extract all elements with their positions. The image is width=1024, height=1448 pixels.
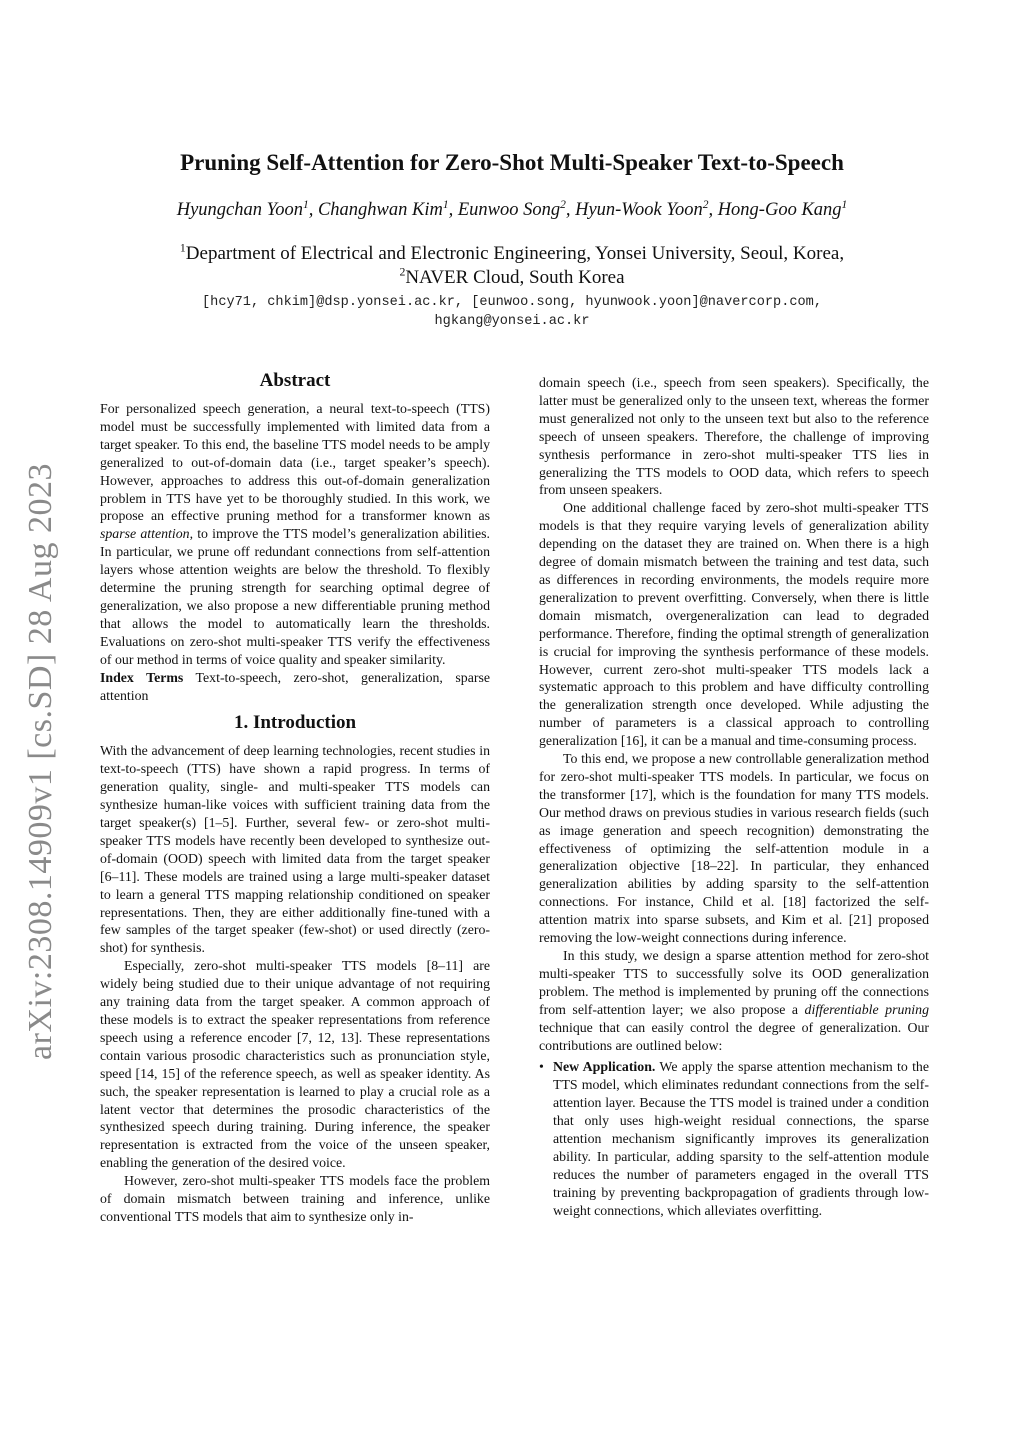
author-affiliation-mark: 1 (302, 198, 309, 211)
author-affiliation-mark: 1 (442, 198, 449, 211)
intro-paragraph: To this end, we propose a new controllable generalization method for zero-shot multi-speaker TTS models. In particular, we focus on the transformer [17], which is the foundation for many TTS models. Our method draws on previous studies in various research fields (such as image generation and speech recognition) demonstrating the effectiveness of optimizing the self-attention module in a generalization objective [18–22]. In particular, they enhanced generalization abilities by adding sparsity to the self-attention connections. For instance, Child et al. [18] factorized the self-attention matrix into sparse subsets, and Kim et al. [21] proposed removing the low-weight connections during inference. (539, 751, 929, 946)
email-line: hgkang@yonsei.ac.kr (434, 314, 590, 329)
author-emails (0, 293, 1024, 331)
index-terms (100, 669, 490, 705)
affiliation-text: NAVER Cloud, South Korea (405, 267, 625, 288)
abstract-emphasis: sparse attention (100, 526, 190, 542)
intro-paragraph: With the advancement of deep learning technologies, recent studies in text-to-speech (TTS) have shown a rapid progress. In terms of generation quality, single- and multi-speaker TTS models can synthesize human-like voices with sufficient training data from the target speaker(s) [1–5]. Further, several few- or zero-shot multi-speaker TTS models have recently been developed to synthesize out-of-domain (OOD) speech with limited data from the target speaker [6–11]. These models are trained using a large multi-speaker dataset to learn a general TTS mapping relationship conditioned on speaker representations. Then, they are either additionally fine-tuned with a few samples of the target speaker (few-shot) or used directly (zero-shot) for synthesis. (100, 743, 490, 956)
arxiv-watermark: arXiv:2308.14909v1 [cs.SD] 28 Aug 2023 (22, 463, 59, 1060)
intro-emphasis: differentiable pruning (804, 1001, 929, 1017)
intro-paragraph: However, zero-shot multi-speaker TTS models face the problem of domain mismatch between training and inference, unlike conventional TTS models that aim to synthesize only in- (100, 1173, 490, 1224)
abstract-text-part: For personalized speech generation, a neural text-to-speech (TTS) model must be successfully implemented with limited data from a target speaker. To this end, the baseline TTS model needs to be amply generalized to out-of-domain data (i.e., target speaker’s speech). However, approaches to address this out-of-domain generalization problem in TTS have yet to be thoroughly studied. In this work, we propose an effective pruning method for a transformer known as (100, 401, 490, 524)
intro-paragraph: Especially, zero-shot multi-speaker TTS models [8–11] are widely being studied due to their unique advantage of not requiring any training data from the target speaker. A common approach of these models is to extract the speaker representations from reference speech using a reference encoder [7, 12, 13]. These representations contain various prosodic characteristics such as pronunciation style, speed [14, 15] of the reference speech, as well as speaker identity. As such, the speaker representation is learned to play a crucial role as a latent vector that determines the prosodic characteristics of the synthesized speech during training. During inference, the speaker representation is extracted from the voice of the unseen speaker, enabling the generation of the desired voice. (100, 958, 490, 1171)
author-list: Hyungchan Yoon$^1$, Changhwan Kim$^1$, Eunwoo Song$^2$, Hyun-Wook Yoon$^2$, Hong-Goo Kang$^1$ (176, 198, 848, 220)
author-affiliation-mark: 1 (841, 198, 848, 211)
affiliation-mark: 1 (179, 241, 186, 255)
contribution-list (539, 1058, 929, 1219)
abstract-text-part: , to improve the TTS model’s generalization abilities. In particular, we prune off redundant connections from self-attention layers whose attention weights are below the threshold. To flexibly determine the pruning strength for searching optimal degree of generalization, we also propose a new differentiable pruning method that allows the model to automatically learn the thresholds. Evaluations on zero-shot multi-speaker TTS verify the effectiveness of our method in terms of voice quality and speaker similarity. (100, 526, 490, 667)
contribution-text: We apply the sparse attention mechanism to the TTS model, which eliminates redundant connections from the self-attention layer. Because the TTS model is trained under a condition that only uses high-weight residual connections, the sparse attention mechanism significantly improves its generalization ability. In particular, adding sparsity to the self-attention module reduces the number of parameters engaged in the overall TTS training by preventing backpropagation of gradients through low-weight connections, which alleviates overfitting. (553, 1059, 929, 1218)
author-affiliation-mark: 2 (702, 198, 709, 211)
affiliations (0, 242, 1024, 290)
author-name: Hong-Goo Kang (717, 200, 842, 220)
author-affiliation-mark: 2 (560, 198, 566, 211)
paper-title: Pruning Self-Attention for Zero-Shot Multi-Speaker Text-to-Speech (180, 150, 844, 175)
left-column (100, 370, 490, 1226)
intro-paragraph: One additional challenge faced by zero-shot multi-speaker TTS models is that they require varying levels of generalization ability depending on the dataset they are trained on. When there is a high degree of domain mismatch between the training and test data, such as differences in recording environments, the models require more generalization to prevent overfitting. Conversely, when there is little domain mismatch, overgeneralization can lead to degraded performance. Therefore, finding the optimal strength of generalization is crucial for improving the synthesis performance of these models. However, current zero-shot multi-speaker TTS models lack a systematic approach to this problem and have difficulty controlling the generalization strength once developed. While adjusting the number of parameters is a classical approach to controlling generalization [16], it can be a manual and time-consuming process. (539, 500, 929, 749)
author-name: Eunwoo Song (457, 200, 561, 220)
intro-paragraph (539, 947, 929, 1054)
contribution-label: New Application. (553, 1059, 656, 1075)
index-terms-text: Text-to-speech, zero-shot, generalization, sparse attention (100, 669, 490, 703)
affiliation-mark: 2 (399, 265, 406, 279)
abstract-text (100, 400, 490, 669)
abstract-heading: Abstract (259, 370, 331, 391)
index-terms-label: Index Terms (100, 669, 184, 685)
intro-text-part: technique that can easily control the degree of generalization. Our contributions are outlined below: (539, 1019, 929, 1053)
intro-text-part: In this study, we design a sparse attention method for zero-shot multi-speaker TTS to successfully solve its OOD generalization problem. The method is implemented by pruning off the connections from self-attention layer; we also propose a (539, 948, 929, 1017)
author-name: Hyun-Wook Yoon (575, 200, 703, 220)
affiliation-1 (0, 242, 1024, 266)
affiliation-text: Department of Electrical and Electronic Engineering, Yonsei University, Seoul, Korea, (185, 243, 845, 264)
author-name: Hyungchan Yoon (176, 200, 303, 220)
email-line: [hcy71, chkim]@dsp.yonsei.ac.kr, [eunwoo.song, hyunwook.yoon]@navercorp.com, (202, 295, 822, 310)
contribution-item (539, 1058, 929, 1219)
affiliation-2 (0, 266, 1024, 290)
right-column (539, 374, 929, 1220)
author-name: Changhwan Kim (317, 200, 443, 220)
intro-paragraph: domain speech (i.e., speech from seen speakers). Specifically, the latter must be generalized only to the unseen text, whereas the former must generalized not only to the unseen text but also to the reference speech of unseen speakers. Therefore, the challenge of improving synthesis performance in zero-shot multi-speaker TTS lies in generalizing the TTS models to OOD data, which refers to speech from unseen speakers. (539, 375, 929, 498)
introduction-heading: 1. Introduction (233, 712, 357, 734)
